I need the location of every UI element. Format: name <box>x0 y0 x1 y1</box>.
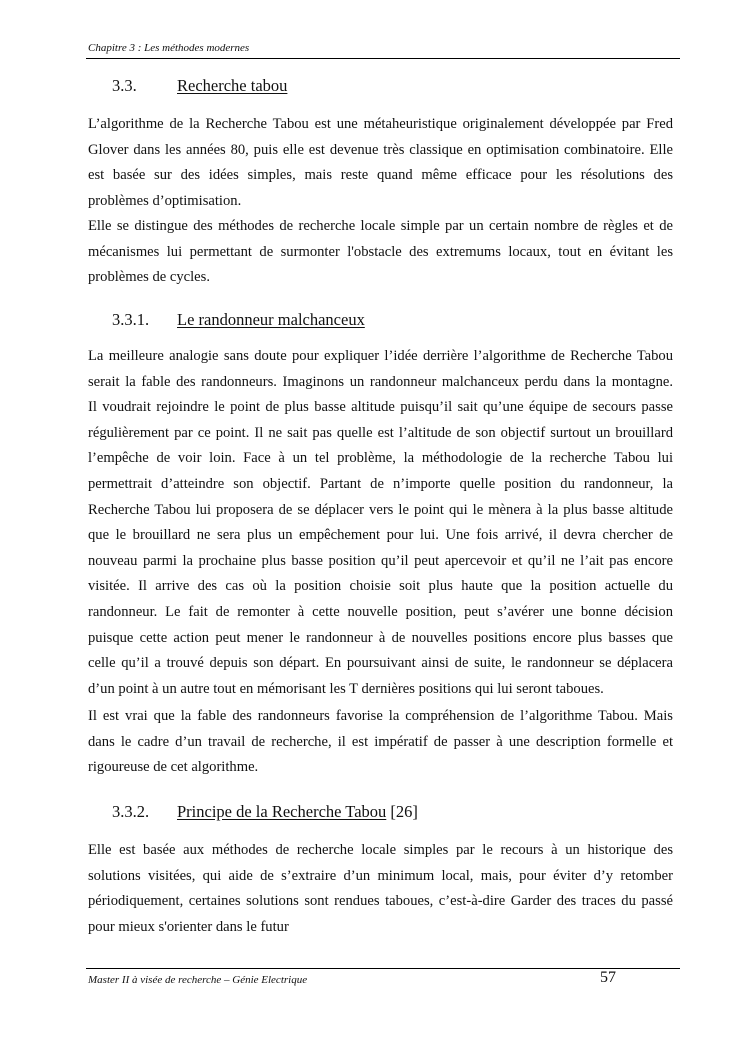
section-title-wrap <box>177 802 418 822</box>
paragraph <box>88 112 673 214</box>
text-line: serait la fable des randonneurs. Imaginons un randonneur malchanceux perdu dans la montagne. <box>88 373 673 390</box>
section-number: 3.3. <box>112 76 137 95</box>
text-line: Glover dans les années 80, puis elle est devenue très classique en optimisation combinatoire. Elle <box>88 141 673 158</box>
text-line: permettrait d’atteindre son objectif. Partant de n’importe quelle position du randonneur, la <box>88 475 673 492</box>
text-line: Elle se distingue des méthodes de recherche locale simple par un certain nombre de règles et de <box>88 218 673 234</box>
text-line: randonneur. Le fait de remonter à cette nouvelle position, peut s’avérer une bonne décision <box>88 603 673 620</box>
text-line: problèmes d’optimisation. <box>88 192 242 209</box>
text-line: d’un point à un autre tout en mémorisant les T dernières positions qui lui seront taboues. <box>88 680 604 697</box>
text-line: Elle est basée aux méthodes de recherche locale simples par le recours à un historique des <box>88 842 673 858</box>
section-title: Recherche tabou <box>177 76 288 95</box>
text-line: Recherche Tabou lui proposera de se déplacer vers le point qui le mènera à la plus basse altitude <box>88 501 673 518</box>
text-line: mécanismes lui permettant de surmonter l'obstacle des extremums locaux, tout en évitant les <box>88 243 673 260</box>
text-line: Il est vrai que la fable des randonneurs favorise la compréhension de l’algorithme Tabou. Mais <box>88 708 673 724</box>
section-number: 3.3.1. <box>112 310 150 329</box>
section-number: 3.3.2. <box>112 802 150 821</box>
text-line: l’empêche de voir loin. Face à un tel problème, la méthodologie de la recherche Tabou lui <box>88 450 673 467</box>
text-line: La meilleure analogie sans doute pour expliquer l’idée derrière l’algorithme de Recherche Tabou <box>88 348 673 364</box>
text-line: visitée. Il arrive des cas où la position choisie soit plus haute que la position actuelle du <box>88 578 673 595</box>
paragraph <box>88 838 673 940</box>
section-title-wrap <box>177 76 287 96</box>
text-line: puisque cette action peut mener le randonneur à de nouvelles positions encore plus basses que <box>88 629 673 646</box>
text-line: nouveau parmi la prochaine plus basse position qu’il peut apercevoir et qu’il ne l’ait pas encore <box>88 552 673 569</box>
text-line: pour mieux s'orienter dans le futur <box>88 918 289 935</box>
page-number: 57 <box>600 969 616 986</box>
text-line: dans le cadre d’un travail de recherche, il est impératif de passer à une description formelle et <box>88 733 673 750</box>
text-line: que le brouillard ne sera plus un empêchement pour lui. Une fois arrivé, il devra chercher de <box>88 527 673 544</box>
paragraph <box>88 704 673 781</box>
running-header: Chapitre 3 : Les méthodes modernes <box>88 42 250 54</box>
text-line: régulièrement par ce point. Il ne sait pas quelle est l’altitude de son objectif surtout un brouillard <box>88 424 673 441</box>
footer-text: Master II à visée de recherche – Génie Electrique <box>88 974 308 986</box>
footer-rule <box>86 968 680 969</box>
text-line: périodiquement, certaines solutions sont rendues taboues, c’est-à-dire Garder des traces du passé <box>88 893 673 910</box>
text-line: rigoureuse de cet algorithme. <box>88 759 259 776</box>
paragraph <box>88 214 673 291</box>
text-line: problèmes de cycles. <box>88 269 210 286</box>
text-line: L’algorithme de la Recherche Tabou est une métaheuristique originalement développée par Fred <box>88 116 673 132</box>
text-line: solutions visitées, qui aide de s’extraire d’un minimum local, mais, pour éviter d’y retomber <box>88 867 673 884</box>
section-title-wrap <box>177 310 365 330</box>
section-citation: [26] <box>386 802 418 821</box>
section-title: Le randonneur malchanceux <box>177 310 365 329</box>
text-line: Il voudrait rejoindre le point de plus basse altitude puisqu’il sait qu’une équipe de secours passe <box>88 399 673 416</box>
text-line: celle qu’il a trouvé depuis son départ. En poursuivant ainsi de suite, le randonneur se déplacera <box>88 655 673 672</box>
header-rule <box>86 58 680 59</box>
text-line: est basée sur des idées simples, mais reste quand même efficace pour les résolutions des <box>88 167 673 184</box>
section-title: Principe de la Recherche Tabou <box>177 802 387 821</box>
paragraph <box>88 344 673 702</box>
